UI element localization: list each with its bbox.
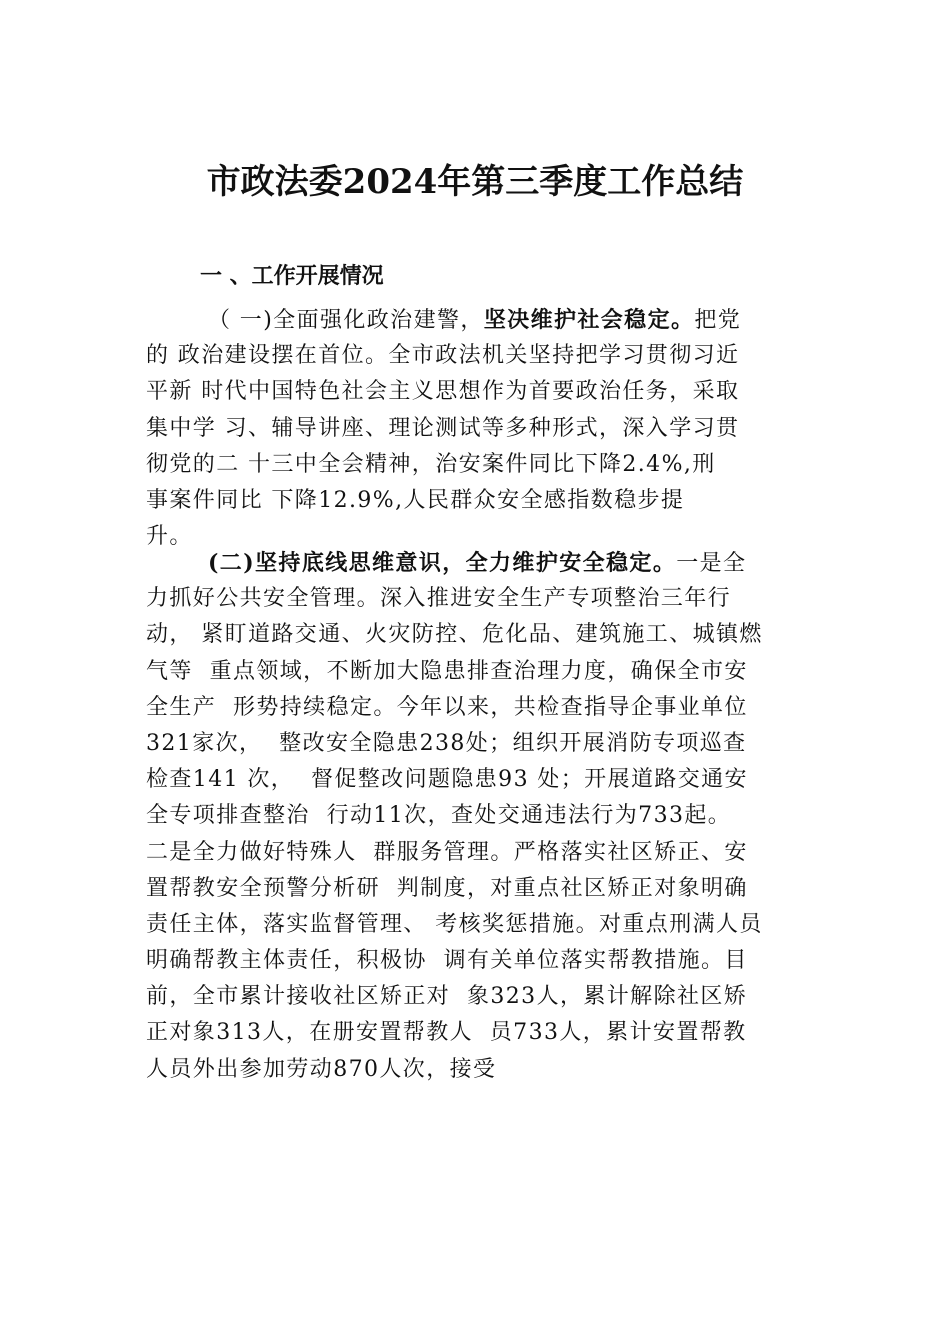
paragraph-line: 全专项排查整治 行动11次，查处交通违法行为733起。 <box>146 803 732 829</box>
paragraph-line: 正对象313人，在册安置帮教人 员733人，累计安置帮教 <box>146 1020 747 1046</box>
paragraph-line: 集中学 习、辅导讲座、理论测试等多种形式，深入学习贯 <box>146 415 740 441</box>
paragraph-line: 气等 重点领域，不断加大隐患排查治理力度，确保全市安 <box>146 658 748 684</box>
paragraph-line: 全生产 形势持续稳定。今年以来，共检查指导企事业单位 <box>146 694 748 720</box>
paragraph-line: 前，全市累计接收社区矫正对 象323人，累计解除社区矫 <box>146 984 748 1010</box>
paragraph-line: 力抓好公共安全管理。深入推进安全生产专项整治三年行 <box>146 586 732 612</box>
paragraph-line: 责任主体，落实监督管理、 考核奖惩措施。对重点刑满人员 <box>146 911 763 937</box>
paragraph-line <box>146 302 836 338</box>
paragraph-line: 321家次， 整改安全隐患238处；组织开展消防专项巡查 <box>146 730 747 756</box>
bold-lead-text: 坚决维护社会稳定。 <box>483 307 695 333</box>
paragraph-line: 明确帮教主体责任，积极协 调有关单位落实帮教措施。目 <box>146 948 748 974</box>
paragraph-line: 置帮教安全预警分析研 判制度，对重点社区矫正对象明确 <box>146 875 748 901</box>
paragraph-2 <box>146 545 836 1088</box>
line-text: （ 一)全面强化政治建警， <box>208 308 484 333</box>
paragraph-line: 升。 <box>146 524 193 550</box>
bold-lead-text: (二)坚持底线思维意识，全力维护安全稳定。 <box>208 550 677 576</box>
paragraph-line: 二是全力做好特殊人 群服务管理。严格落实社区矫正、安 <box>146 839 748 865</box>
section-heading: 一 、工作开展情况 <box>200 263 384 289</box>
paragraph-line: 的 政治建设摆在首位。全市政法机关坚持把学习贯彻习近 <box>146 343 740 369</box>
paragraph-line: 平新 时代中国特色社会主义思想作为首要政治任务，采取 <box>146 379 740 405</box>
paragraph-line: 事案件同比 下降12.9%,人民群众安全感指数稳步提 <box>146 487 685 513</box>
paragraph-1 <box>146 302 836 555</box>
paragraph-line: 人员外出参加劳动870人次，接受 <box>146 1056 497 1082</box>
line-text: 一是全 <box>676 551 747 576</box>
paragraph-line: 彻党的二 十三中全会精神，治安案件同比下降2.4%,刑 <box>146 451 716 477</box>
line-text: 把党 <box>694 308 742 333</box>
paragraph-line <box>146 545 836 581</box>
paragraph-line: 检查141 次， 督促整改问题隐患93 处；开展道路交通安 <box>146 767 748 793</box>
paragraph-line: 动， 紧盯道路交通、火灾防控、危化品、建筑施工、城镇燃 <box>146 622 763 648</box>
document-title: 市政法委2024年第三季度工作总结 <box>206 162 744 202</box>
